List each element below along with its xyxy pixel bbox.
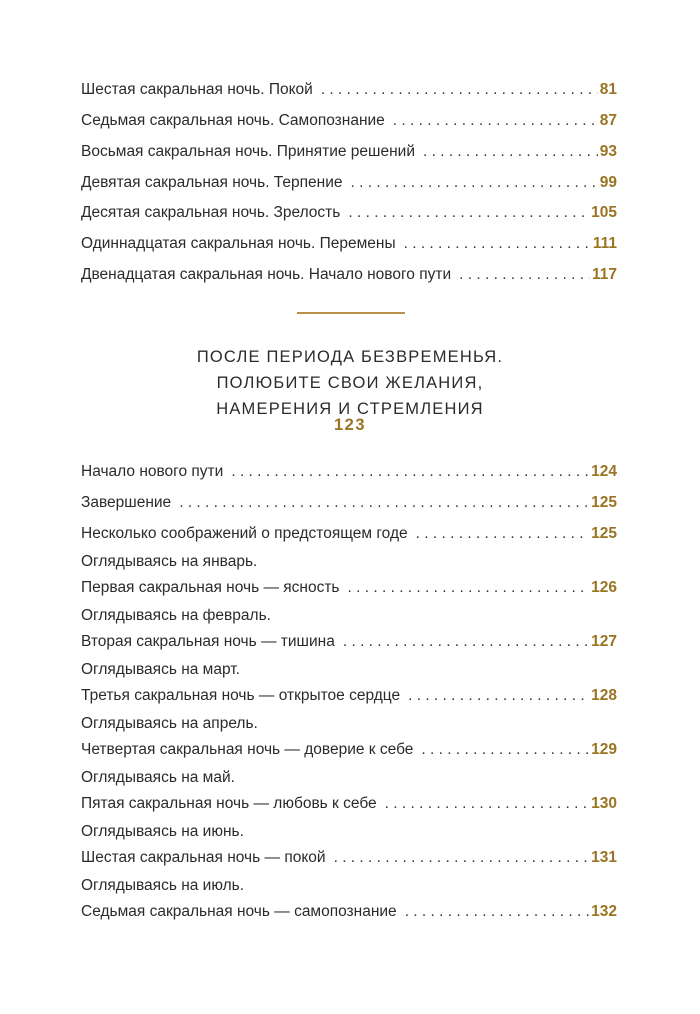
toc-entry-page: 93 [599, 143, 617, 160]
toc-entry-title: Пятая сакральная ночь — любовь к себе [81, 795, 377, 812]
toc-entry-title: Восьмая сакральная ночь. Принятие решений [81, 143, 415, 160]
toc-entry[interactable] [81, 520, 617, 544]
toc-entry[interactable] [81, 682, 617, 706]
section-divider [297, 312, 405, 314]
toc-entry-title: Четвертая сакральная ночь — доверие к себе [81, 741, 414, 758]
dot-leader [351, 173, 598, 193]
dot-leader [231, 462, 589, 482]
toc-entry-preline: Оглядываясь на июль. [81, 877, 245, 894]
section-heading-line: ПОЛЮБИТЕ СВОИ ЖЕЛАНИЯ, [216, 374, 484, 392]
toc-entry-preline: Оглядываясь на май. [81, 769, 235, 786]
toc-entry[interactable] [81, 107, 617, 131]
toc-entry-page: 125 [591, 525, 617, 542]
toc-entry-title: Несколько соображений о предстоящем годе [81, 525, 408, 542]
toc-entry-preline: Оглядываясь на июнь. [81, 823, 244, 840]
toc-entry-title: Первая сакральная ночь — ясность [81, 579, 340, 596]
toc-entry[interactable] [81, 790, 617, 814]
dot-leader [321, 80, 598, 100]
toc-entry-page: 126 [591, 579, 617, 596]
toc-entry[interactable] [81, 169, 617, 193]
dot-leader [405, 902, 589, 922]
toc-entry-preline: Оглядываясь на март. [81, 661, 240, 678]
toc-entry-title: Третья сакральная ночь — открытое сердце [81, 687, 401, 704]
dot-leader [416, 524, 589, 544]
toc-entry-title: Девятая сакральная ночь. Терпение [81, 174, 343, 191]
toc-entry-page: 111 [592, 235, 617, 252]
toc-entry[interactable] [81, 574, 617, 598]
toc-entry-page: 105 [591, 204, 617, 221]
dot-leader [459, 265, 590, 285]
dot-leader [348, 578, 590, 598]
dot-leader [423, 142, 598, 162]
dot-leader [421, 740, 589, 760]
toc-entry-page: 87 [599, 112, 617, 129]
toc-entry[interactable] [81, 489, 617, 513]
toc-entry-title: Шестая сакральная ночь. Покой [81, 81, 313, 98]
toc-entry-preline: Оглядываясь на апрель. [81, 715, 258, 732]
toc-entry-preline: Оглядываясь на февраль. [81, 607, 271, 624]
toc-entry[interactable] [81, 736, 617, 760]
dot-leader [334, 848, 590, 868]
toc-entry[interactable] [81, 199, 617, 223]
toc-entry-page: 81 [599, 81, 617, 98]
toc-entry[interactable] [81, 230, 617, 254]
dot-leader [343, 632, 589, 652]
toc-entry-page: 128 [591, 687, 617, 704]
toc-entry-page: 131 [591, 849, 617, 866]
dot-leader [385, 794, 589, 814]
toc-entry-page: 124 [591, 463, 617, 480]
toc-entry[interactable] [81, 628, 617, 652]
toc-entry-title: Шестая сакральная ночь — покой [81, 849, 326, 866]
toc-entry-page: 117 [591, 266, 617, 283]
toc-entry[interactable] [81, 138, 617, 162]
toc-entry[interactable] [81, 844, 617, 868]
toc-entry-title: Десятая сакральная ночь. Зрелость [81, 204, 341, 221]
dot-leader [348, 203, 589, 223]
section-heading-line: ПОСЛЕ ПЕРИОДА БЕЗВРЕМЕНЬЯ. [196, 348, 504, 366]
dot-leader [408, 686, 589, 706]
toc-entry-title: Одиннадцатая сакральная ночь. Перемены [81, 235, 396, 252]
toc-entry-title: Седьмая сакральная ночь — самопознание [81, 903, 397, 920]
toc-entry[interactable] [81, 76, 617, 100]
toc-entry[interactable] [81, 898, 617, 922]
toc-entry[interactable] [81, 458, 617, 482]
toc-entry-title: Начало нового пути [81, 463, 224, 480]
toc-entry-page: 132 [591, 903, 617, 920]
section-heading-line: НАМЕРЕНИЯ И СТРЕМЛЕНИЯ [216, 400, 484, 418]
dot-leader [179, 493, 589, 513]
toc-entry[interactable] [81, 261, 617, 285]
toc-entry-title: Вторая сакральная ночь — тишина [81, 633, 335, 650]
toc-entry-title: Седьмая сакральная ночь. Самопознание [81, 112, 385, 129]
toc-entry-title: Завершение [81, 494, 172, 511]
toc-entry-preline: Оглядываясь на январь. [81, 553, 258, 570]
toc-entry-title: Двенадцатая сакральная ночь. Начало нового пути [81, 266, 452, 283]
toc-entry-page: 127 [591, 633, 617, 650]
toc-entry-page: 129 [591, 741, 617, 758]
toc-entry-page: 125 [591, 494, 617, 511]
dot-leader [404, 234, 591, 254]
section-page-number: 123 [333, 416, 367, 434]
dot-leader [393, 111, 598, 131]
section-heading [0, 344, 700, 422]
toc-entry-page: 99 [599, 174, 617, 191]
toc-entry-page: 130 [591, 795, 617, 812]
